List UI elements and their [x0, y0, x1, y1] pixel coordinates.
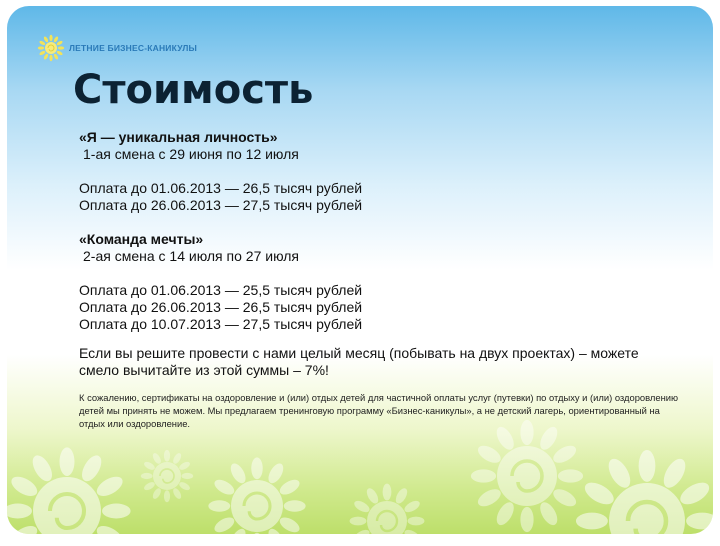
sun-decoration: [576, 450, 713, 534]
price-content: [79, 129, 679, 430]
program-1-price: Оплата до 01.06.2013 — 26,5 тысяч рублей: [79, 180, 363, 196]
disclaimer: К сожалению, сертификаты на оздоровление и (или) отдых детей для частичной оплаты услуг (путевки) по отдыху и (или) оздоровлению детей мы принять не можем. Мы предлагаем тренинговую программу «Бизнес-каникулы», а не детский лагерь, ориентированный на отдых или оздоровление.: [79, 392, 679, 429]
program-1-price: Оплата до 26.06.2013 — 27,5 тысяч рублей: [79, 197, 363, 213]
program-2-name: «Команда мечты»: [79, 231, 204, 247]
sun-decoration: [208, 457, 305, 534]
program-2-price: Оплата до 01.06.2013 — 25,5 тысяч рублей: [79, 282, 363, 298]
sun-decoration: [7, 447, 131, 534]
program-2-session: 2-ая смена с 14 июля по 27 июля: [83, 248, 300, 264]
logo: [37, 34, 197, 62]
page-title: Стоимость: [73, 67, 314, 113]
discount-note: Если вы решите провести с нами целый месяц (побывать на двух проектах) – можете смело вычитайте из этой суммы – 7%!: [79, 345, 639, 378]
logo-text: ЛЕТНИЕ БИЗНЕС-КАНИКУЛЫ: [69, 43, 198, 53]
program-2-price: Оплата до 10.07.2013 — 27,5 тысяч рублей: [79, 316, 363, 332]
sun-decoration: [471, 420, 583, 532]
sun-decoration: [141, 450, 193, 502]
program-1-session: 1-ая смена с 29 июня по 12 июля: [83, 146, 299, 162]
sun-icon: [37, 34, 65, 62]
slide: [7, 6, 713, 534]
sun-decoration: [350, 484, 425, 534]
program-1-name: «Я — уникальная личность»: [79, 129, 278, 145]
program-2-price: Оплата до 26.06.2013 — 26,5 тысяч рублей: [79, 299, 363, 315]
